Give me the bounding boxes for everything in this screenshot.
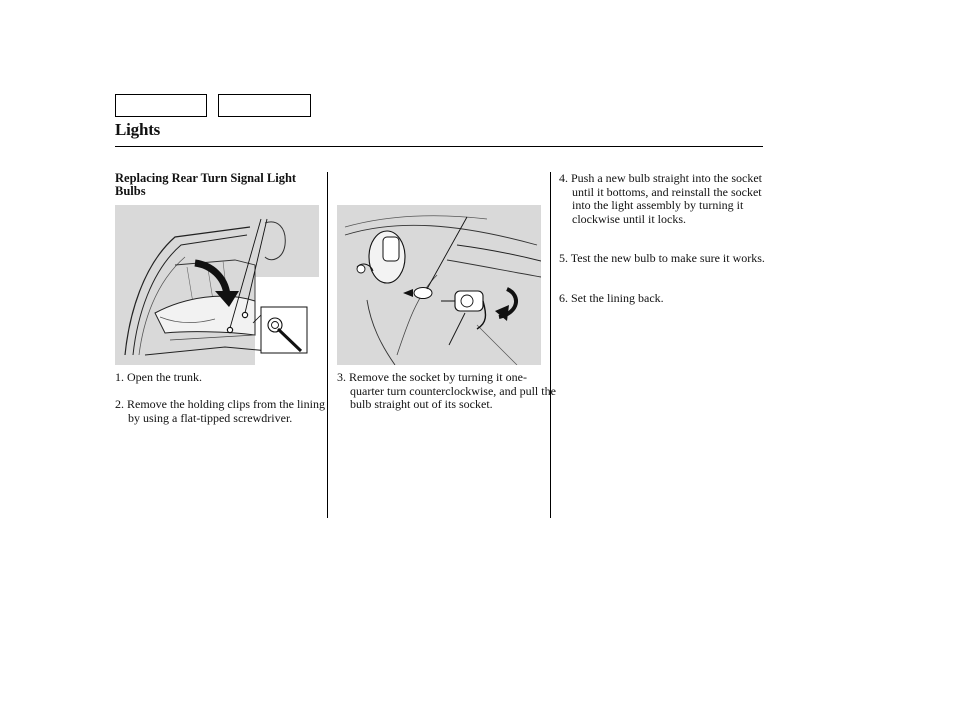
step-5-text: 5. Test the new bulb to make sure it works. [559, 251, 765, 265]
column-divider-1 [327, 172, 328, 518]
step-1-text: 1. Open the trunk. [115, 370, 202, 384]
step-4-text: 4. Push a new bulb straight into the socket until it bottoms, and reinstall the socket into the light assembly by turning it clockwise until it locks. [559, 171, 762, 226]
turn-signal-socket-illustration [337, 205, 541, 365]
nav-button-1[interactable] [115, 94, 207, 117]
trunk-lining-drawing [115, 205, 319, 365]
nav-button-2[interactable] [218, 94, 311, 117]
page-title: Lights [115, 120, 161, 139]
step-2-text: 2. Remove the holding clips from the lining by using a flat-tipped screwdriver. [115, 397, 325, 425]
step-6-text: 6. Set the lining back. [559, 291, 664, 305]
trunk-lining-clip-illustration [115, 205, 319, 365]
section-heading: Replacing Rear Turn Signal Light Bulbs [115, 171, 297, 198]
column-divider-2 [550, 172, 551, 518]
socket-drawing [337, 205, 541, 365]
title-divider [115, 146, 763, 147]
step-3-text: 3. Remove the socket by turning it one-quarter turn counterclockwise, and pull the bulb straight out of its socket. [337, 370, 556, 411]
